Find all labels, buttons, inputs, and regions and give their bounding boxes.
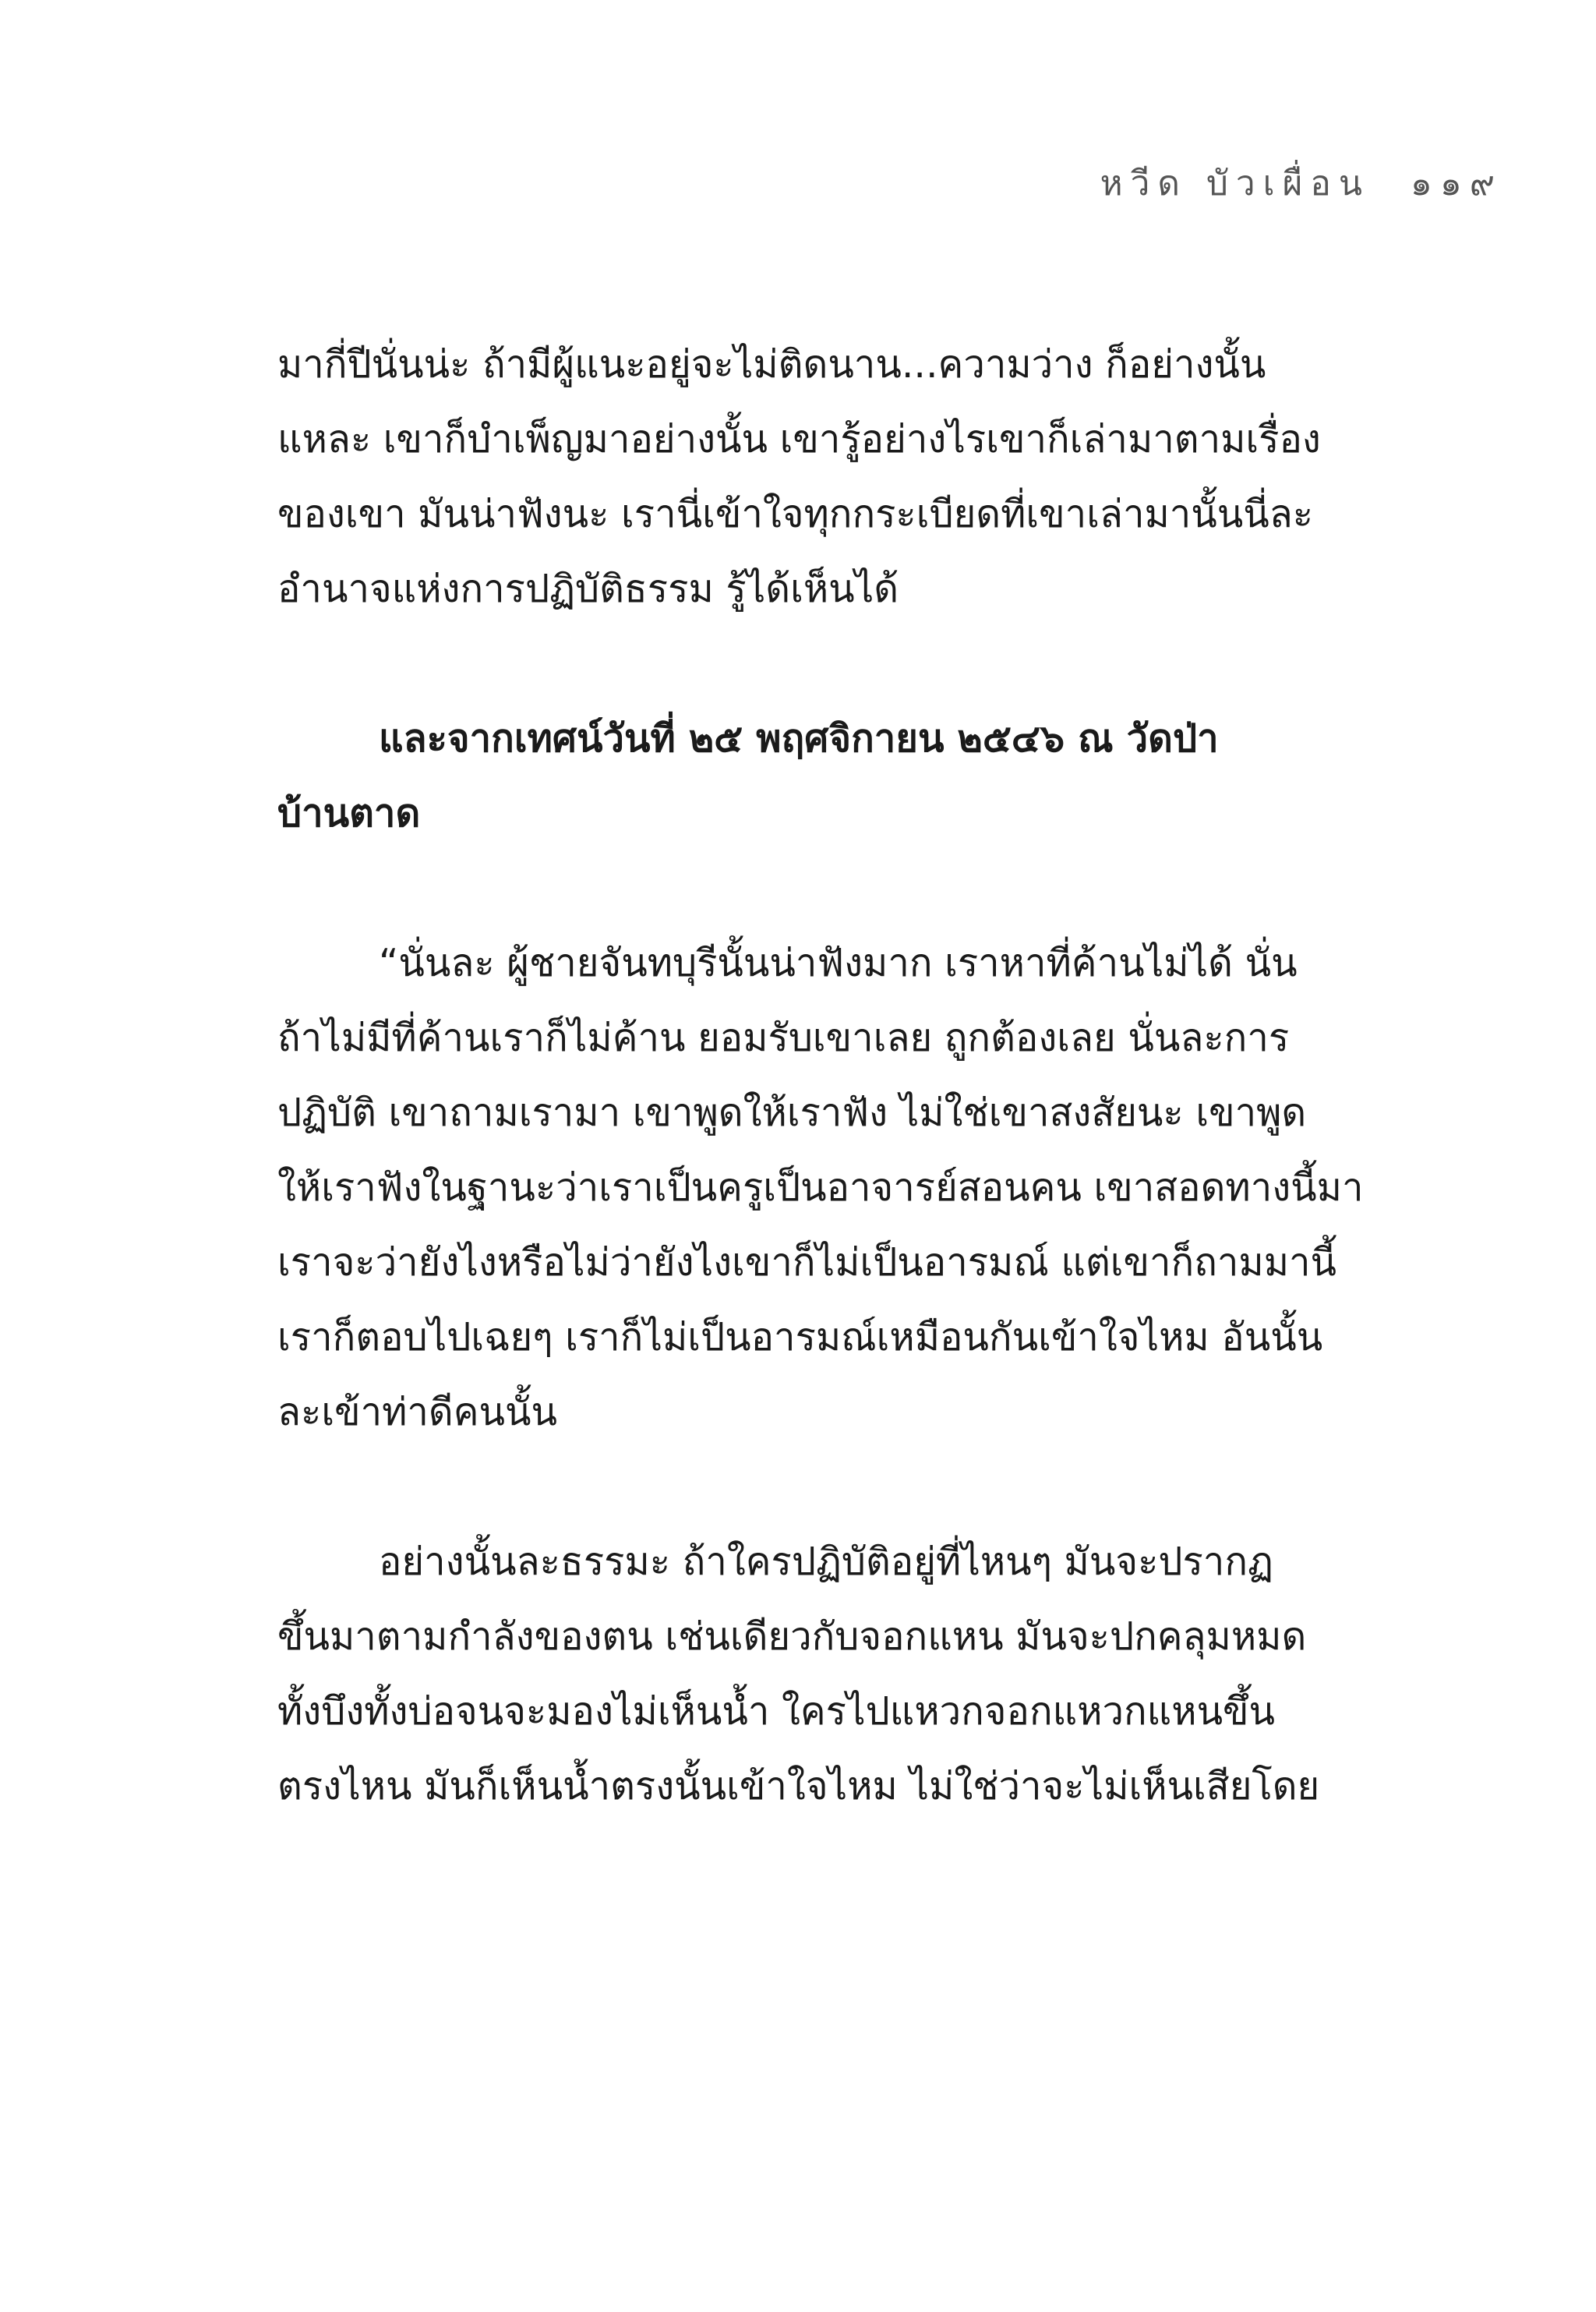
paragraph-2 <box>277 926 1384 1450</box>
paragraph-line: ของเขา มันน่าฟังนะ เรานี่เข้าใจทุกกระเบียดที่เขาเล่ามานั้นนี่ละ <box>277 492 1314 536</box>
running-header <box>1079 156 1502 210</box>
paragraph-1 <box>277 327 1384 627</box>
paragraph-line: ถ้าไม่มีที่ค้านเราก็ไม่ค้าน ยอมรับเขาเลย ถูกต้องเลย นั่นละการ <box>277 1016 1290 1060</box>
heading-line: บ้านตาด <box>277 791 421 836</box>
paragraph-line: ตรงไหน มันก็เห็นน้ำตรงนั้นเข้าใจไหม ไม่ใช่ว่าจะไม่เห็นเสียโดย <box>277 1764 1320 1808</box>
paragraph-line: ขึ้นมาตามกำลังของตน เช่นเดียวกับจอกแหน มันจะปกคลุมหมด <box>277 1614 1307 1659</box>
paragraph-line: มากี่ปีนั่นน่ะ ถ้ามีผู้แนะอยู่จะไม่ติดนาน...ความว่าง ก็อย่างนั้น <box>277 342 1266 387</box>
section-heading <box>277 702 1384 851</box>
paragraph-line: เราจะว่ายังไงหรือไม่ว่ายังไงเขาก็ไม่เป็นอารมณ์ แต่เขาก็ถามมานี้ <box>277 1240 1337 1285</box>
paragraph-line: ปฏิบัติ เขาถามเรามา เขาพูดให้เราฟัง ไม่ใช่เขาสงสัยนะ เขาพูด <box>277 1091 1307 1135</box>
paragraph-line: ทั้งบึงทั้งบ่อจนจะมองไม่เห็นน้ำ ใครไปแหวกจอกแหวกแหนขึ้น <box>277 1689 1276 1734</box>
paragraph-line: ละเข้าท่าดีคนนั้น <box>277 1390 558 1434</box>
paragraph-3 <box>277 1525 1384 1824</box>
header-page-number: ๑๑๙ <box>1410 164 1502 203</box>
paragraph-line: “นั่นละ ผู้ชายจันทบุรีนั้นน่าฟังมาก เราหาที่ค้านไม่ได้ นั่น <box>379 941 1298 985</box>
paragraph-line: แหละ เขาก็บำเพ็ญมาอย่างนั้น เขารู้อย่างไรเขาก็เล่ามาตามเรื่อง <box>277 417 1321 461</box>
paragraph-line: อำนาจแห่งการปฏิบัติธรรม รู้ได้เห็นได้ <box>277 567 899 611</box>
heading-line: และจากเทศน์วันที่ ๒๕ พฤศจิกายน ๒๕๔๖ ณ วัดป่า <box>379 716 1219 761</box>
paragraph-line: ให้เราฟังในฐานะว่าเราเป็นครูเป็นอาจารย์สอนคน เขาสอดทางนี้มา <box>277 1165 1364 1210</box>
header-author: หวีด บัวเผื่อน <box>1100 164 1370 203</box>
paragraph-line: อย่างนั้นละธรรมะ ถ้าใครปฏิบัติอยู่ที่ไหนๆ มันจะปรากฏ <box>379 1540 1273 1584</box>
page-body <box>277 327 1384 1824</box>
paragraph-line: เราก็ตอบไปเฉยๆ เราก็ไม่เป็นอารมณ์เหมือนกันเข้าใจไหม อันนั้น <box>277 1315 1323 1359</box>
